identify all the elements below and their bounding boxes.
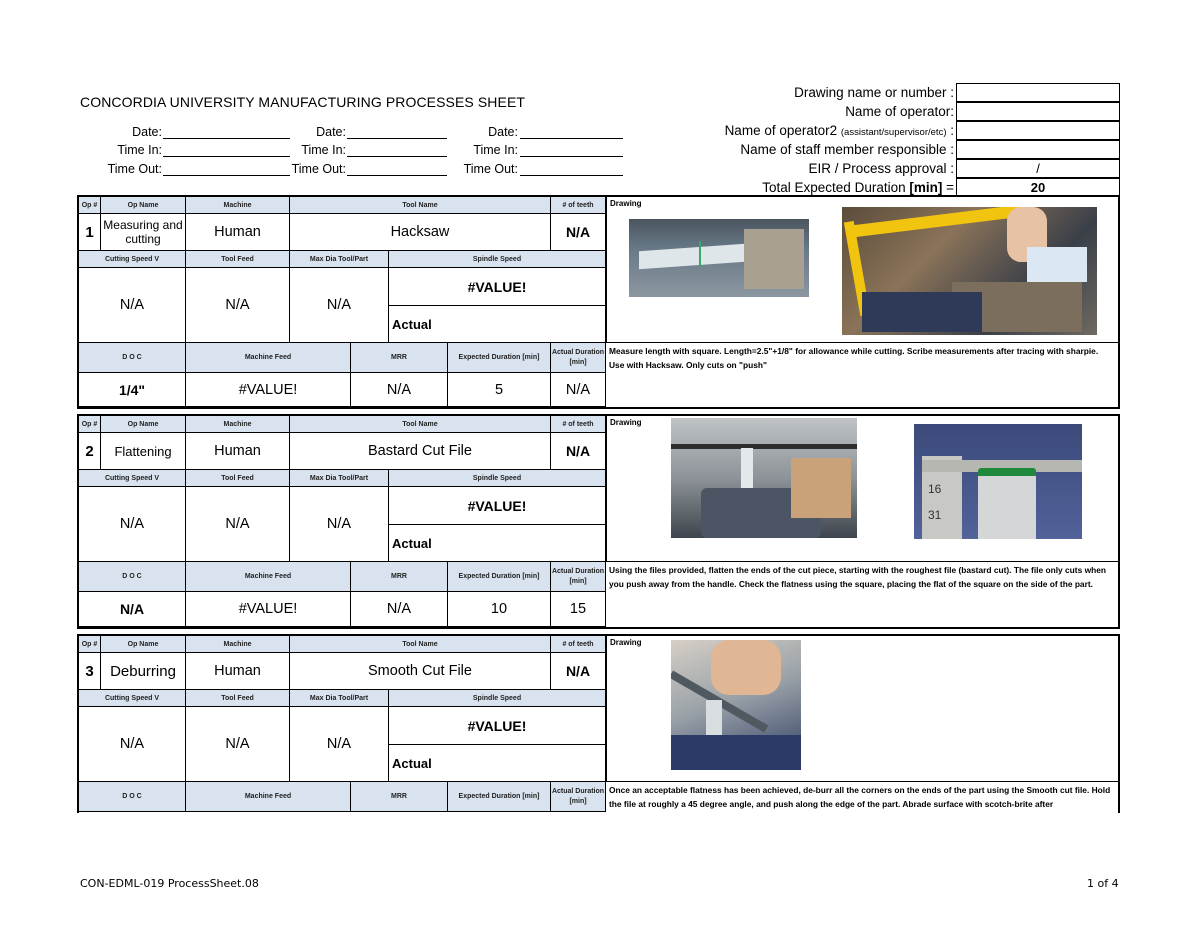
drawing-label: Drawing	[610, 418, 642, 427]
staff-field[interactable]	[956, 140, 1120, 159]
col-expected-duration: Expected Duration [min]	[448, 782, 551, 812]
date-label: Date:	[488, 125, 518, 139]
col-spindle-speed: Spindle Speed	[389, 470, 606, 487]
col-doc: D O C	[79, 782, 186, 812]
ruler-mark-16: 16	[928, 482, 942, 496]
machine-feed-value[interactable]: #VALUE!	[186, 592, 351, 627]
col-op-num: Op #	[79, 636, 101, 653]
col-tool-feed: Tool Feed	[186, 690, 290, 707]
col-cutting-speed: Cutting Speed V	[79, 251, 186, 268]
mrr-value[interactable]: N/A	[351, 373, 448, 407]
col-machine-feed: Machine Feed	[186, 343, 351, 373]
col-cutting-speed: Cutting Speed V	[79, 470, 186, 487]
max-dia-value[interactable]: N/A	[290, 487, 389, 562]
date-field-3[interactable]	[520, 125, 623, 139]
drawing-area	[606, 636, 1120, 782]
drawing-label: Drawing	[610, 638, 642, 647]
col-op-name: Op Name	[101, 416, 186, 433]
col-machine: Machine	[186, 636, 290, 653]
time-in-label: Time In:	[301, 143, 346, 157]
page-title: CONCORDIA UNIVERSITY MANUFACTURING PROCESSES SHEET	[80, 94, 526, 110]
op-number: 2	[79, 433, 101, 470]
col-teeth: # of teeth	[551, 416, 606, 433]
total-duration-value: 20	[956, 178, 1120, 197]
time-in-field-3[interactable]	[520, 143, 623, 157]
operation-block-2	[77, 414, 1120, 629]
op-name[interactable]: Flattening	[101, 433, 186, 470]
tool-feed-value[interactable]: N/A	[186, 487, 290, 562]
col-machine-feed: Machine Feed	[186, 782, 351, 812]
time-out-field-3[interactable]	[520, 162, 623, 176]
col-teeth: # of teeth	[551, 636, 606, 653]
teeth-value[interactable]: N/A	[551, 653, 606, 690]
col-actual-duration: Actual Duration [min]	[551, 782, 606, 812]
time-in-label: Time In:	[473, 143, 518, 157]
tool-name-value[interactable]: Smooth Cut File	[290, 653, 551, 690]
step-description: Measure length with square. Length=2.5"+1/8" for allowance while cutting. Scribe measurements after tracing with sharpie. Use with Hacksaw. Only cuts on "push"	[609, 346, 1099, 370]
col-op-name: Op Name	[101, 197, 186, 214]
col-mrr: MRR	[351, 562, 448, 592]
actual-duration-value[interactable]: N/A	[551, 373, 606, 407]
drawing-name-field[interactable]	[956, 83, 1120, 102]
expected-duration-value[interactable]: 10	[448, 592, 551, 627]
operator2-field[interactable]	[956, 121, 1120, 140]
col-spindle-speed: Spindle Speed	[389, 251, 606, 268]
tool-name-value[interactable]: Hacksaw	[290, 214, 551, 251]
drawing-area	[606, 416, 1120, 562]
time-out-label: Time Out:	[107, 162, 162, 176]
expected-duration-value[interactable]: 5	[448, 373, 551, 407]
operator-field[interactable]	[956, 102, 1120, 121]
document-id: CON-EDML-019 ProcessSheet.08	[80, 877, 259, 890]
doc-value[interactable]: 1/4"	[79, 373, 186, 407]
col-expected-duration: Expected Duration [min]	[448, 343, 551, 373]
drawing-label: Drawing	[610, 199, 642, 208]
spindle-actual-label: Actual	[389, 745, 606, 782]
eir-field[interactable]: /	[956, 159, 1120, 178]
step-description: Using the files provided, flatten the ends of the cut piece, starting with the roughest file (bastard cut). The file only cuts when you push away from the handle. Check the flatness using the square, placing the flat of the square on the side of the part.	[609, 565, 1106, 589]
col-tool-feed: Tool Feed	[186, 470, 290, 487]
time-in-label: Time In:	[117, 143, 162, 157]
col-tool-name: Tool Name	[290, 197, 551, 214]
max-dia-value[interactable]: N/A	[290, 707, 389, 782]
tool-name-value[interactable]: Bastard Cut File	[290, 433, 551, 470]
col-tool-feed: Tool Feed	[186, 251, 290, 268]
col-machine-feed: Machine Feed	[186, 562, 351, 592]
operation-block-3	[77, 634, 1120, 813]
col-mrr: MRR	[351, 343, 448, 373]
operation-block-1	[77, 195, 1120, 409]
col-teeth: # of teeth	[551, 197, 606, 214]
cutting-speed-value[interactable]: N/A	[79, 487, 186, 562]
col-op-num: Op #	[79, 197, 101, 214]
cutting-speed-value[interactable]: N/A	[79, 707, 186, 782]
cutting-speed-value[interactable]: N/A	[79, 268, 186, 343]
mrr-value[interactable]: N/A	[351, 592, 448, 627]
spindle-speed-value[interactable]: #VALUE!	[389, 268, 606, 306]
total-duration-label: Total Expected Duration [min] =	[762, 180, 954, 195]
col-machine: Machine	[186, 197, 290, 214]
col-actual-duration: Actual Duration [min]	[551, 562, 606, 592]
ruler-mark-31: 31	[928, 508, 942, 522]
op-name[interactable]: Deburring	[101, 653, 186, 690]
flatness-square-photo	[914, 424, 1082, 539]
machine-value[interactable]: Human	[186, 653, 290, 690]
drawing-area	[606, 197, 1120, 343]
date-label: Date:	[316, 125, 346, 139]
time-out-label: Time Out:	[291, 162, 346, 176]
machine-feed-value[interactable]: #VALUE!	[186, 373, 351, 407]
hacksaw-measure-photo	[629, 219, 809, 297]
page-number: 1 of 4	[1087, 877, 1119, 890]
col-doc: D O C	[79, 562, 186, 592]
hacksaw-cutting-photo	[842, 207, 1097, 335]
spindle-speed-value[interactable]: #VALUE!	[389, 487, 606, 525]
spindle-actual-label: Actual	[389, 525, 606, 562]
spindle-actual-label: Actual	[389, 306, 606, 343]
tool-feed-value[interactable]: N/A	[186, 707, 290, 782]
time-out-label: Time Out:	[463, 162, 518, 176]
deburring-file-photo	[671, 640, 801, 770]
flattening-file-photo	[671, 418, 857, 538]
col-op-name: Op Name	[101, 636, 186, 653]
operator-label: Name of operator:	[845, 104, 954, 119]
spindle-speed-value[interactable]: #VALUE!	[389, 707, 606, 745]
tool-feed-value[interactable]: N/A	[186, 268, 290, 343]
operator2-label: Name of operator2 (assistant/supervisor/etc) :	[724, 123, 954, 138]
col-op-num: Op #	[79, 416, 101, 433]
op-name[interactable]: Measuring and cutting	[101, 214, 186, 251]
date-label: Date:	[132, 125, 162, 139]
col-doc: D O C	[79, 343, 186, 373]
op-number: 3	[79, 653, 101, 690]
col-expected-duration: Expected Duration [min]	[448, 562, 551, 592]
col-mrr: MRR	[351, 782, 448, 812]
machine-value[interactable]: Human	[186, 214, 290, 251]
col-tool-name: Tool Name	[290, 636, 551, 653]
col-max-dia: Max Dia Tool/Part	[290, 470, 389, 487]
col-spindle-speed: Spindle Speed	[389, 690, 606, 707]
col-machine: Machine	[186, 416, 290, 433]
eir-label: EIR / Process approval :	[808, 161, 954, 176]
actual-duration-value[interactable]: 15	[551, 592, 606, 627]
doc-value[interactable]: N/A	[79, 592, 186, 627]
teeth-value[interactable]: N/A	[551, 433, 606, 470]
col-max-dia: Max Dia Tool/Part	[290, 251, 389, 268]
machine-value[interactable]: Human	[186, 433, 290, 470]
teeth-value[interactable]: N/A	[551, 214, 606, 251]
col-cutting-speed: Cutting Speed V	[79, 690, 186, 707]
op-number: 1	[79, 214, 101, 251]
drawing-name-label: Drawing name or number :	[794, 85, 954, 100]
max-dia-value[interactable]: N/A	[290, 268, 389, 343]
step-description: Once an acceptable flatness has been achieved, de-burr all the corners on the ends of the part using the Smooth cut file. Hold the file at roughly a 45 degree angle, and push along the edge of the part. Abrade surface with scotch-brite after	[609, 785, 1111, 809]
col-tool-name: Tool Name	[290, 416, 551, 433]
col-max-dia: Max Dia Tool/Part	[290, 690, 389, 707]
staff-label: Name of staff member responsible :	[740, 142, 954, 157]
col-actual-duration: Actual Duration [min]	[551, 343, 606, 373]
